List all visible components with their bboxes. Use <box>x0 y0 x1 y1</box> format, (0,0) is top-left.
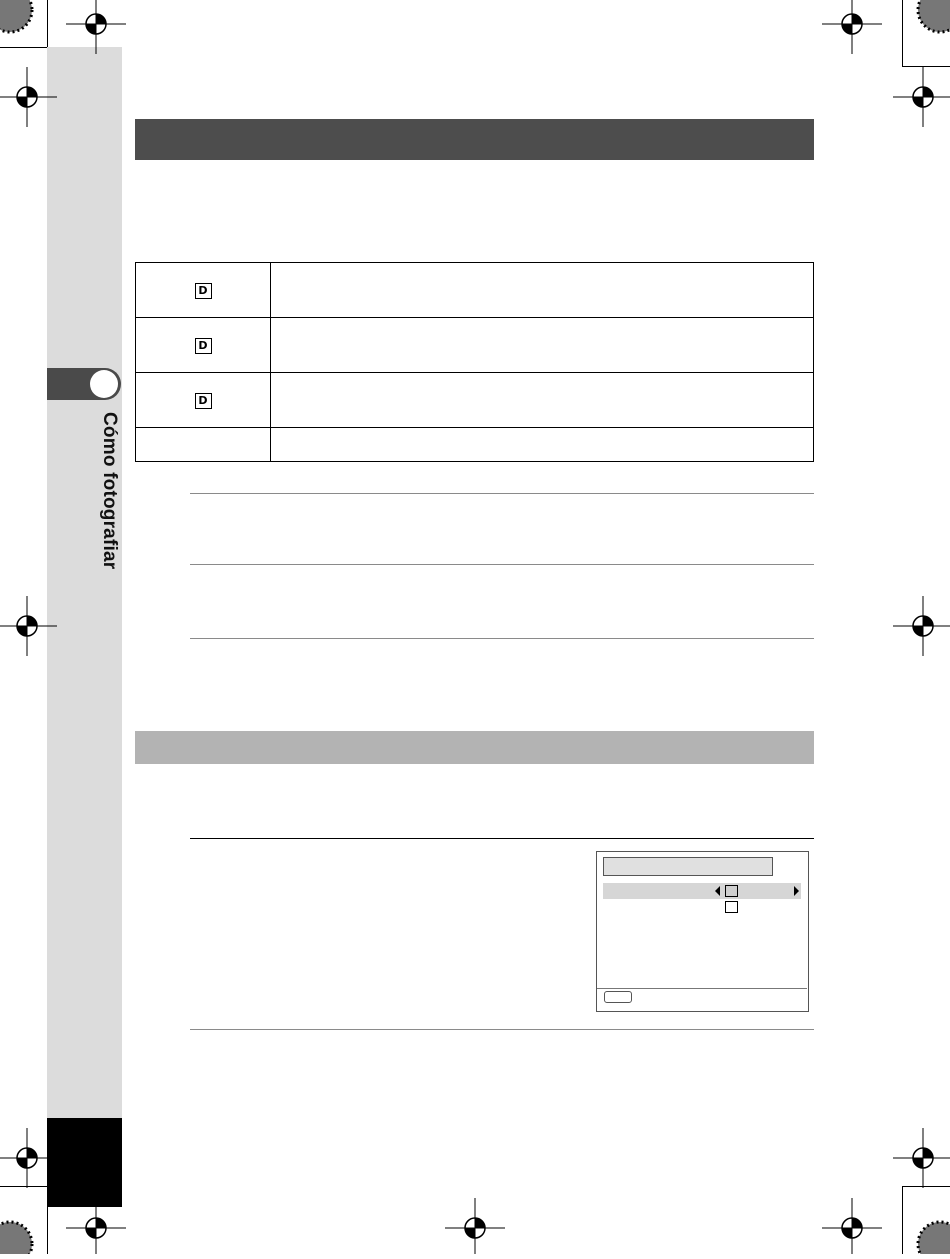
crop-line <box>902 0 903 66</box>
table-cell-description <box>271 263 814 318</box>
settings-table <box>135 262 814 462</box>
table-cell-icon <box>136 428 271 462</box>
registration-mark-icon <box>66 1198 126 1258</box>
subsection-header-bar <box>135 731 814 764</box>
setting-option-icon <box>725 885 738 897</box>
registration-mark-icon <box>0 596 57 656</box>
menu-footer-divider <box>597 988 807 989</box>
table-row <box>136 373 814 428</box>
menu-button-icon <box>604 991 632 1003</box>
step-divider <box>190 838 814 839</box>
table-cell-description <box>271 373 814 428</box>
chapter-number-circle <box>90 370 118 398</box>
registration-mark-icon <box>893 67 950 127</box>
table-row <box>136 318 814 373</box>
chapter-title: Cómo fotografiar <box>99 412 120 570</box>
table-cell-icon <box>136 318 271 373</box>
registration-mark-icon <box>822 0 882 54</box>
crop-line <box>47 1186 48 1254</box>
registration-mark-icon <box>822 1198 882 1258</box>
registration-mark-icon <box>893 596 950 656</box>
chapter-side-band <box>47 47 122 1207</box>
crop-line <box>902 1186 903 1254</box>
note-divider <box>190 638 814 639</box>
d-range-icon: D <box>195 283 212 299</box>
crop-line <box>902 66 950 67</box>
d-range-icon: D <box>195 338 212 354</box>
corner-target-icon <box>916 1220 950 1254</box>
corner-target-icon <box>0 0 34 34</box>
registration-mark-icon <box>0 67 57 127</box>
table-cell-description <box>271 318 814 373</box>
registration-mark-icon <box>445 1198 505 1258</box>
note-divider <box>190 493 814 494</box>
menu-selected-row <box>603 883 801 899</box>
registration-mark-icon <box>893 1128 950 1188</box>
right-arrow-icon <box>794 886 799 896</box>
crop-line <box>0 47 47 48</box>
step-divider <box>190 1029 814 1030</box>
setting-option-icon <box>725 901 738 913</box>
crop-line <box>902 1186 950 1187</box>
corner-target-icon <box>916 0 950 34</box>
registration-mark-icon <box>66 0 126 54</box>
left-arrow-icon <box>715 886 720 896</box>
table-row <box>136 428 814 462</box>
section-header-bar <box>135 119 814 160</box>
menu-tab <box>603 857 773 876</box>
page-number-block <box>47 1118 122 1207</box>
table-cell-icon <box>136 373 271 428</box>
crop-line <box>0 1186 47 1187</box>
table-row <box>136 263 814 318</box>
corner-target-icon <box>0 1220 34 1254</box>
registration-mark-icon <box>0 1128 57 1188</box>
table-cell-icon <box>136 263 271 318</box>
crop-line <box>47 0 48 47</box>
d-range-icon: D <box>195 393 212 409</box>
note-divider <box>190 564 814 565</box>
table-cell-description <box>271 428 814 462</box>
